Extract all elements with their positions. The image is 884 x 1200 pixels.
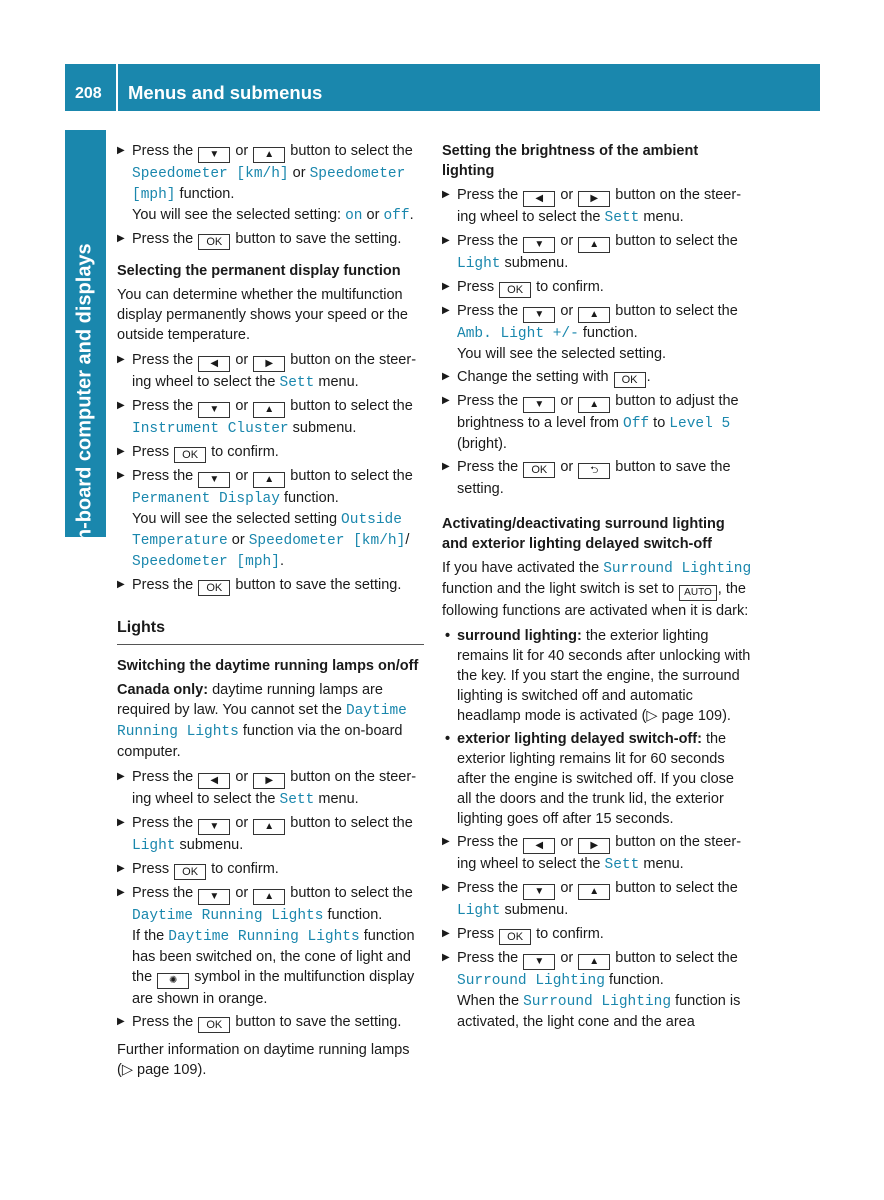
step: ▶ Press the ▼ or ▲ button to select the Speedometer [km/h] or Speedometer [mph] function. You will see the selected setting: on or off. bbox=[117, 143, 414, 224]
down-key-icon: ▼ bbox=[198, 819, 230, 835]
step: ▶ Press the ▼ or ▲ button to select the Surround Lighting function. When the Surround Lighting function is activated, the light cone and the area bbox=[442, 950, 741, 1030]
step: ▶ Press the OK button to save the setting. bbox=[117, 1014, 402, 1031]
paragraph: You can determine whether the multifunction display permanently shows your speed or the outside temperature. bbox=[117, 287, 408, 343]
step-arrow-icon: ▶ bbox=[117, 863, 125, 874]
step: ▶ Press OK to confirm. bbox=[117, 861, 279, 878]
right-key-icon: ▶ bbox=[578, 191, 610, 207]
ok-key-icon: OK bbox=[174, 447, 206, 463]
ok-key-icon: OK bbox=[499, 282, 531, 298]
down-key-icon: ▼ bbox=[198, 147, 230, 163]
auto-key-icon: AUTO bbox=[679, 585, 717, 601]
ok-key-icon: OK bbox=[174, 864, 206, 880]
step: ▶ Press the ◀ or ▶ button on the steer- ing wheel to select the Sett menu. bbox=[117, 352, 417, 391]
up-key-icon: ▲ bbox=[578, 307, 610, 323]
left-key-icon: ◀ bbox=[198, 356, 230, 372]
step-arrow-icon: ▶ bbox=[442, 371, 450, 382]
step: ▶ Press OK to confirm. bbox=[442, 279, 604, 296]
down-key-icon: ▼ bbox=[523, 884, 555, 900]
section-heading: Setting the brightness of the ambient lighting bbox=[442, 143, 699, 179]
step-arrow-icon: ▶ bbox=[442, 235, 450, 246]
step-arrow-icon: ▶ bbox=[442, 952, 450, 963]
step: ▶ Press the ▼ or ▲ button to select the Light submenu. bbox=[442, 880, 738, 919]
down-key-icon: ▼ bbox=[523, 397, 555, 413]
step-arrow-icon: ▶ bbox=[442, 882, 450, 893]
right-key-icon: ▶ bbox=[578, 838, 610, 854]
page-number: 208 bbox=[75, 85, 102, 102]
down-key-icon: ▼ bbox=[523, 237, 555, 253]
step-arrow-icon: ▶ bbox=[117, 771, 125, 782]
up-key-icon: ▲ bbox=[253, 889, 285, 905]
step-arrow-icon: ▶ bbox=[442, 305, 450, 316]
ok-key-icon: OK bbox=[499, 929, 531, 945]
sun-icon: ✺ bbox=[157, 973, 189, 989]
left-key-icon: ◀ bbox=[523, 838, 555, 854]
down-key-icon: ▼ bbox=[523, 307, 555, 323]
ok-key-icon: OK bbox=[198, 580, 230, 596]
step-arrow-icon: ▶ bbox=[117, 400, 125, 411]
step: ▶ Press the OK button to save the setting. bbox=[117, 577, 402, 594]
left-key-icon: ◀ bbox=[523, 191, 555, 207]
up-key-icon: ▲ bbox=[578, 884, 610, 900]
step-arrow-icon: ▶ bbox=[442, 189, 450, 200]
step: ▶ Press the ◀ or ▶ button on the steer- ing wheel to select the Sett menu. bbox=[442, 834, 742, 873]
step: ▶ Press the ▼ or ▲ button to select the Light submenu. bbox=[442, 233, 738, 272]
list-item: • exterior lighting delayed switch-off: the exterior lighting remains lit for 60 seconds after the engine is switched off. If you close all the doors and the trunk lid, the exterior lighting goes off after 15 seconds. bbox=[445, 731, 735, 827]
step-arrow-icon: ▶ bbox=[117, 817, 125, 828]
step: ▶ Press the OK or ⮌ button to save the setting. bbox=[442, 459, 731, 497]
step: ▶ Press the ◀ or ▶ button on the steer- ing wheel to select the Sett menu. bbox=[442, 187, 742, 226]
step-arrow-icon: ▶ bbox=[442, 836, 450, 847]
ok-key-icon: OK bbox=[198, 234, 230, 250]
step-arrow-icon: ▶ bbox=[117, 145, 125, 156]
step: ▶ Press the ▼ or ▲ button to select the Light submenu. bbox=[117, 815, 413, 854]
header-divider bbox=[116, 64, 118, 111]
step-arrow-icon: ▶ bbox=[117, 470, 125, 481]
list-item: • surround lighting: the exterior lighting remains lit for 40 seconds after unlocking with the key. If you start the engine, the surround lighting is switched off and automatic headlamp mode is activated (▷ page 109). bbox=[445, 628, 751, 724]
paragraph: If you have activated the Surround Lighting function and the light switch is set to AUTO , the following functions are activated when it is dark: bbox=[442, 560, 752, 619]
left-key-icon: ◀ bbox=[198, 773, 230, 789]
up-key-icon: ▲ bbox=[578, 954, 610, 970]
step: ▶ Press OK to confirm. bbox=[442, 926, 604, 943]
step-arrow-icon: ▶ bbox=[117, 579, 125, 590]
step-arrow-icon: ▶ bbox=[442, 395, 450, 406]
step-arrow-icon: ▶ bbox=[117, 887, 125, 898]
step: ▶ Press the ▼ or ▲ button to adjust the brightness to a level from Off to Level 5 (bright). bbox=[442, 393, 739, 452]
step: ▶ Press the OK button to save the setting. bbox=[117, 231, 402, 248]
paragraph: Canada only: daytime running lamps are required by law. You cannot set the Daytime Running Lights function via the on-board computer. bbox=[117, 682, 407, 760]
right-key-icon: ▶ bbox=[253, 356, 285, 372]
chapter-title: On-board computer and displays bbox=[73, 243, 96, 557]
step-arrow-icon: ▶ bbox=[442, 461, 450, 472]
up-key-icon: ▲ bbox=[253, 472, 285, 488]
ok-key-icon: OK bbox=[198, 1017, 230, 1033]
down-key-icon: ▼ bbox=[523, 954, 555, 970]
section-heading: Switching the daytime running lamps on/off bbox=[117, 658, 419, 674]
chapter-tab bbox=[65, 130, 106, 557]
down-key-icon: ▼ bbox=[198, 889, 230, 905]
step-arrow-icon: ▶ bbox=[117, 233, 125, 244]
step: ▶ Press the ▼ or ▲ button to select the Permanent Display function. You will see the selected setting Outside Temperature or Speedometer [km/h]/ Speedometer [mph]. bbox=[117, 468, 413, 570]
right-column bbox=[442, 141, 752, 1035]
section-title: Lights bbox=[117, 618, 424, 645]
step-arrow-icon: ▶ bbox=[117, 1016, 125, 1027]
down-key-icon: ▼ bbox=[198, 402, 230, 418]
section-heading: Activating/deactivating surround lighting and exterior lighting delayed switch-off bbox=[442, 516, 725, 552]
step: ▶ Press the ◀ or ▶ button on the steer- ing wheel to select the Sett menu. bbox=[117, 769, 417, 808]
step: ▶ Press OK to confirm. bbox=[117, 444, 279, 461]
step: ▶ Press the ▼ or ▲ button to select the Daytime Running Lights function. If the Daytime Running Lights function has been switched on, the cone of light and the ✺ symbol in the multifunction display are shown in orange. bbox=[117, 885, 415, 1007]
ok-key-icon: OK bbox=[614, 372, 646, 388]
section-heading: Selecting the permanent display function bbox=[117, 263, 401, 279]
page-title: Menus and submenus bbox=[128, 82, 323, 103]
back-key-icon: ⮌ bbox=[578, 463, 610, 479]
up-key-icon: ▲ bbox=[578, 237, 610, 253]
up-key-icon: ▲ bbox=[253, 402, 285, 418]
step-arrow-icon: ▶ bbox=[442, 928, 450, 939]
page-header bbox=[65, 64, 820, 111]
ok-key-icon: OK bbox=[523, 462, 555, 478]
up-key-icon: ▲ bbox=[253, 147, 285, 163]
step: ▶ Press the ▼ or ▲ button to select the Amb. Light +/- function. You will see the selected setting. bbox=[442, 303, 738, 362]
step: ▶ Change the setting with OK . bbox=[442, 369, 651, 386]
step-arrow-icon: ▶ bbox=[117, 354, 125, 365]
right-key-icon: ▶ bbox=[253, 773, 285, 789]
up-key-icon: ▲ bbox=[578, 397, 610, 413]
up-key-icon: ▲ bbox=[253, 819, 285, 835]
step: ▶ Press the ▼ or ▲ button to select the Instrument Cluster submenu. bbox=[117, 398, 413, 437]
down-key-icon: ▼ bbox=[198, 472, 230, 488]
step-arrow-icon: ▶ bbox=[442, 281, 450, 292]
left-column bbox=[117, 141, 424, 1085]
paragraph: Further information on daytime running lamps (▷ page 109). bbox=[117, 1042, 410, 1078]
step-arrow-icon: ▶ bbox=[117, 446, 125, 457]
